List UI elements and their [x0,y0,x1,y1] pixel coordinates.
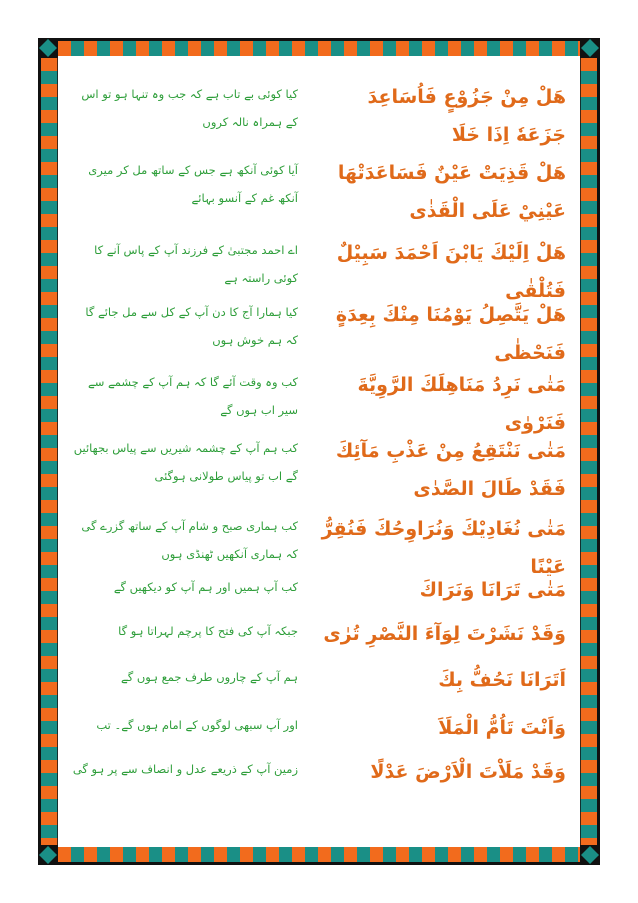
arabic-verse: مَتٰى تَرَانَا وَنَرَاكَ [419,579,566,601]
urdu-translation: جبکہ آپ کی فتح کا پرچم لہراتا ہو گا [118,624,298,638]
arabic-verse: هَلْ يَتَّصِلُ يَوْمُنَا مِنْكَ بِعِدَةٍ فَنَحْظٰى [335,304,566,364]
urdu-translation: کب ہم آپ کے چشمہ شیریں سے پیاس بجھائیں گے اب تو پیاس طولانی ہوگئی [73,441,298,483]
urdu-translation: اور آپ سبھی لوگوں کے امام ہوں گے۔ تب [96,718,298,732]
urdu-translation: کب آپ ہمیں اور ہم آپ کو دیکھیں گے [113,580,298,594]
urdu-translation: کیا ہمارا آج کا دن آپ کے کل سے مل جائے گا کہ ہم خوش ہوں [85,305,298,347]
arabic-verse: هَلْ اِلَيْكَ يَابْنَ اَحْمَدَ سَبِيْلٌ فَتُلْقٰى [336,242,566,302]
urdu-translation: اے احمد مجتبیٰ کے فرزند آپ کے پاس آنے کا کوئی راستہ ہے [94,243,298,285]
urdu-translation: زمین آپ کے ذریعے عدل و انصاف سے پر ہو گی [72,762,298,776]
arabic-verse: وَاَنْتَ تَاُمُّ الْمَلَاَ [438,717,566,739]
urdu-translation: کیا کوئی بے تاب ہے کہ جب وہ تنہا ہو تو اس کے ہمراہ نالہ کروں [81,87,298,129]
urdu-translation: آیا کوئی آنکھ ہے جس کے ساتھ مل کر میری آنکھ غم کے آنسو بہائے [88,163,298,205]
arabic-verse: هَلْ قَذِيَتْ عَيْنٌ فَسَاعَدَتْهَا عَيْنِيْ عَلَى الْقَذٰى [337,162,566,222]
arabic-verse: اَتَرَانَا نَحُفُّ بِكَ [438,669,566,691]
urdu-translation: کب ہماری صبح و شام آپ کے ساتھ گزرے گی کہ ہماری آنکھیں ٹھنڈی ہوں [81,519,298,561]
arabic-verse: هَلْ مِنْ جَزُوْعٍ فَاُسَاعِدَ جَزَعَهٗ اِذَا خَلَا [367,86,566,146]
urdu-translation: کب وہ وقت آئے گا کہ ہم آپ کے چشمے سے سیر اب ہوں گے [87,375,298,417]
arabic-verse: مَتٰى نَرِدُ مَنَاهِلَكَ الرَّوِيَّةَ فَنَرْوٰى [357,374,566,434]
arabic-verse: مَتٰى نَنْتَقِعُ مِنْ عَذْبِ مَآئِكَ فَقَدْ طَالَ الصَّدٰى [335,440,566,500]
page-content [58,56,580,847]
arabic-verse: مَتٰى نُغَادِيْكَ وَنُرَاوِحُكَ فَنُقِرُّ عَيْنًا [321,518,566,578]
arabic-verse: وَقَدْ مَلَاْتَ الْاَرْضَ عَدْلًا [370,761,566,783]
urdu-translation: ہم آپ کے چاروں طرف جمع ہوں گے [120,670,298,684]
arabic-verse: وَقَدْ نَشَرْتَ لِوَآءَ النَّصْرِ تُرٰى [323,623,566,645]
